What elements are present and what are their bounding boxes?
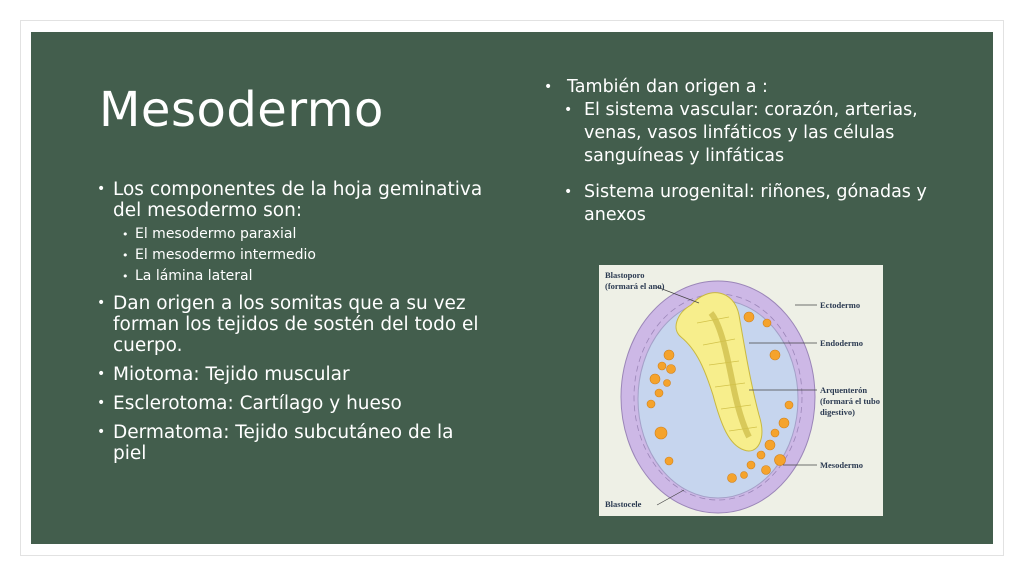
sub-bullet-vascular: • El sistema vascular: corazón, arterias, venas, vasos linfáticos y las células sanguíneas y linfáticas [544, 99, 964, 168]
gastrula-illustration [599, 265, 883, 516]
sub-bullet-intermedio: • El mesodermo intermedio [119, 245, 487, 266]
label-endodermo: Endodermo [820, 338, 863, 348]
sub-bullet-urogenital: • Sistema urogenital: riñones, gónadas y anexos [544, 181, 964, 227]
bullet-components-text: Los componentes de la hoja geminativa del mesodermo son: [113, 179, 483, 221]
label-blastocele: Blastocele [605, 499, 642, 509]
sub-bullet-paraxial: • El mesodermo paraxial [119, 224, 487, 245]
bullet-components [97, 179, 487, 287]
label-arquenteron-note-2: digestivo) [820, 407, 855, 417]
bullet-dermatoma: • Dermatoma: Tejido subcutáneo de la piel [97, 422, 487, 464]
bullet-miotoma: • Miotoma: Tejido muscular [97, 364, 487, 385]
bullet-esclerotoma: • Esclerotoma: Cartílago y hueso [97, 393, 487, 414]
gastrula-diagram [599, 265, 883, 516]
label-blastoporo: Blastoporo [605, 270, 645, 280]
label-blastoporo-note: (formará el ano) [605, 281, 665, 291]
label-mesodermo: Mesodermo [820, 460, 863, 470]
slide [31, 32, 993, 544]
components-sublist [119, 224, 487, 287]
slide-title: Mesodermo [99, 82, 384, 138]
bullet-origen: • También dan origen a : [544, 76, 964, 99]
sub-bullet-lamina-lateral: • La lámina lateral [119, 266, 487, 287]
label-arquenteron: Arquenterón [820, 385, 868, 395]
left-bullet-list [97, 179, 487, 472]
label-arquenteron-note-1: (formará el tubo [820, 396, 880, 406]
label-ectodermo: Ectodermo [820, 300, 861, 310]
bullet-somitas: • Dan origen a los somitas que a su vez forman los tejidos de sostén del todo el cuerpo. [97, 293, 487, 356]
right-bullet-list [544, 76, 964, 240]
